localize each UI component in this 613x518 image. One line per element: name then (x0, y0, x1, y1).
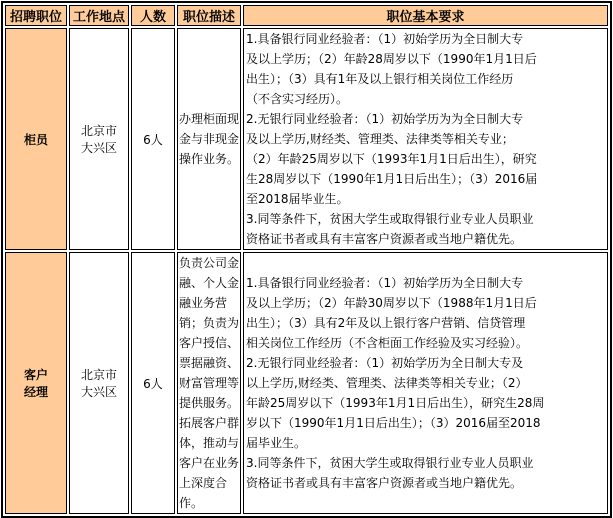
recruitment-table (1, 1, 612, 518)
header-position: 招聘职位 (5, 5, 67, 26)
position-cell: 柜员 (5, 28, 67, 250)
text-line: 负责公司金 (179, 256, 240, 270)
text-line: 销；负责为 (179, 316, 240, 330)
text-line: 大兴区 (80, 141, 117, 155)
text-line: 资格证书者或具有丰富客户资源者或当地户籍优先。 (246, 232, 523, 246)
text-line: 提供服务。 (179, 396, 240, 410)
text-line: 1.具备银行同业经验者：（1）初始学历为全日制大专 (246, 32, 524, 46)
text-line: 拓展客户群 (179, 416, 240, 430)
requirements-cell (243, 252, 608, 514)
text-line: 3.同等条件下，贫困大学生或取得银行业专业人员职业 (246, 456, 534, 470)
text-line: 融业务营 (179, 296, 228, 310)
text-line: 及以上学历；（2）年龄30周岁以下（1988年1月1日后 (246, 296, 537, 310)
text-line: 操作业务。 (179, 152, 240, 166)
text-line: 岁以下（1990年1月1日后出生）；（3）2016届至2018 (246, 416, 541, 430)
text-line: 及以上学历,财经类、管理类、法律类等相关专业； (246, 132, 514, 146)
text-line: 出生）；（3）具有1年及以上银行相关岗位工作经历 (246, 72, 514, 86)
text-line: 客户授信、 (179, 336, 240, 350)
text-line: 资格证书者或具有丰富客户资源者或当地户籍优先。 (246, 476, 523, 490)
text-line: 年龄25周岁以下（1993年1月1日后出生），研究生28周 (246, 396, 545, 410)
text-line: 作。 (179, 496, 204, 510)
description-cell (177, 28, 241, 250)
text-line: 1.具备银行同业经验者：（1）初始学历为全日制大专 (246, 276, 524, 290)
text-line: 办理柜面现 (179, 112, 240, 126)
header-count: 人数 (131, 5, 175, 26)
text-line: 财富管理等 (179, 376, 240, 390)
description-cell (177, 252, 241, 514)
text-line: 北京市 (80, 124, 117, 138)
text-line: 及以上学历；（2）年龄28周岁以下（1990年1月1日后 (246, 52, 537, 66)
text-line: 客户 (23, 368, 48, 382)
text-line: 2.无银行同业经验者：（1）初始学历为全日制大专及 (246, 356, 524, 370)
text-line: 体，推动与 (179, 436, 240, 450)
text-line: 以上学历,财经类、管理类、法律类等相关专业；（2） (246, 376, 528, 390)
text-line: 大兴区 (80, 385, 117, 399)
count-cell: 6人 (131, 252, 175, 514)
requirements-cell (243, 28, 608, 250)
text-line: 票据融资、 (179, 356, 240, 370)
text-line: 3.同等条件下，贫困大学生或取得银行业专业人员职业 (246, 212, 534, 226)
table-row (5, 252, 608, 514)
text-line: 融、个人金 (179, 276, 240, 290)
text-line: 金与非现金 (179, 132, 240, 146)
header-requirements: 职位基本要求 (243, 5, 608, 26)
text-line: 届毕业生。 (246, 436, 307, 450)
header-description: 职位描述 (177, 5, 241, 26)
table-row (5, 28, 608, 250)
text-line: 上深度合 (179, 476, 228, 490)
text-line: 经理 (23, 385, 48, 399)
location-cell (69, 28, 129, 250)
header-row (5, 5, 608, 26)
text-line: 客户在业务 (179, 456, 240, 470)
header-location: 工作地点 (69, 5, 129, 26)
position-cell (5, 252, 67, 514)
text-line: （2）年龄25周岁以下（1993年1月1日后出生），研究 (246, 152, 537, 166)
text-line: 北京市 (80, 368, 117, 382)
location-cell (69, 252, 129, 514)
text-line: 相关岗位工作经历（不含柜面工作经验及实习经验）。 (246, 336, 529, 350)
text-line: 生28周岁以下（1990年1月1日后出生）；（3）2016届 (246, 172, 538, 186)
text-line: 2.无银行同业经验者：（1）初始学历为为全日制大专 (246, 112, 524, 126)
text-line: 出生）；（3）具有2年及以上银行客户营销、信贷管理 (246, 316, 526, 330)
text-line: 至2018届毕业生。 (246, 192, 349, 206)
count-cell: 6人 (131, 28, 175, 250)
text-line: （不含实习经历）。 (246, 92, 349, 106)
